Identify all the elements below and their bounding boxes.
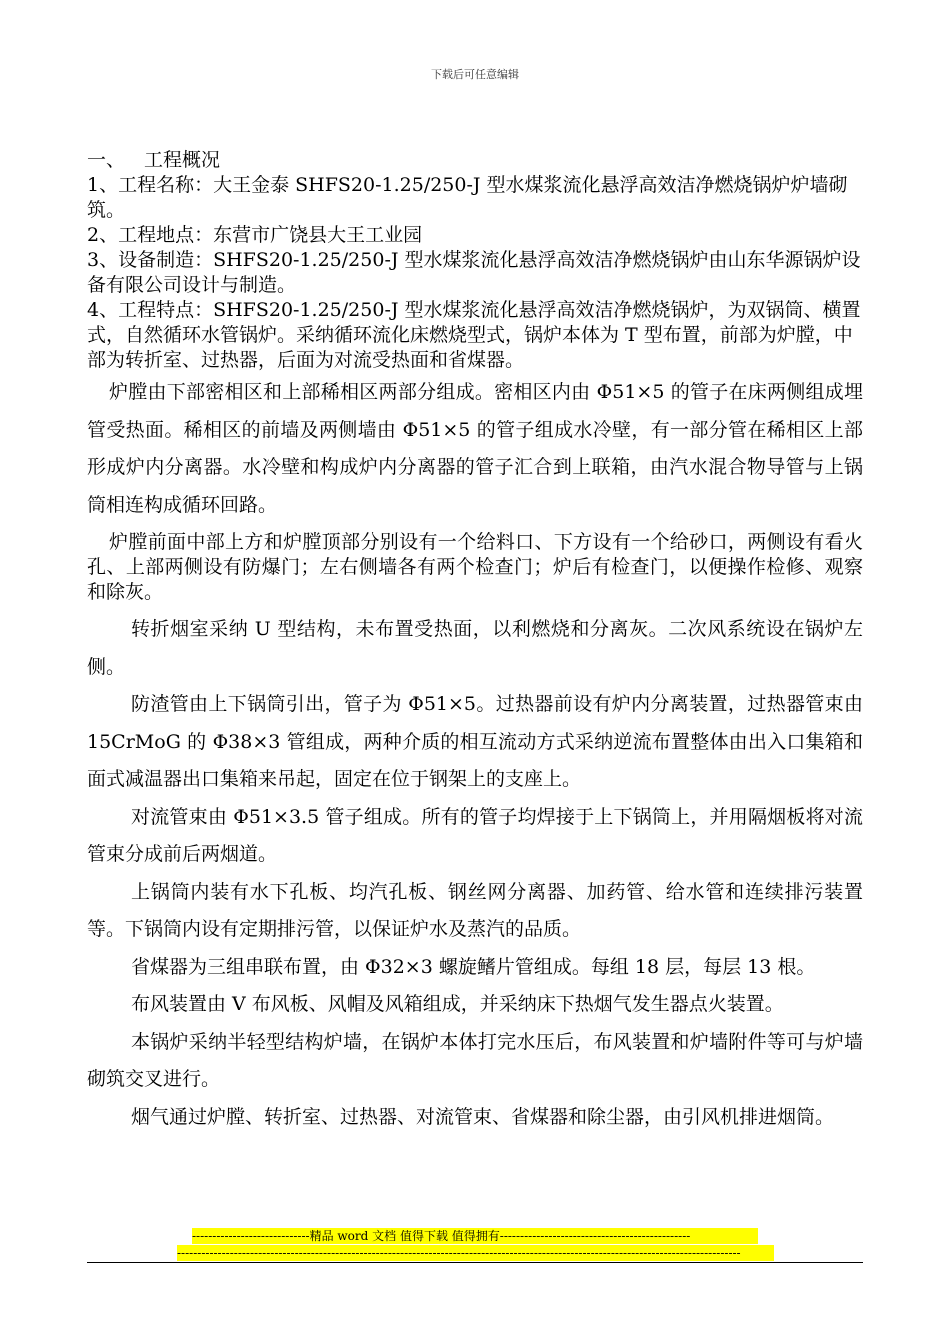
paragraph-air-distribution: 布风装置由 V 布风板、风帽及风箱组成，并采纳床下热烟气发生器点火装置。 xyxy=(131,993,784,1015)
paragraph-convection-bank: 对流管束由 Φ51×3.5 管子组成。所有的管子均焊接于上下锅筒上，并用隔烟板将对流管束分成前后两烟道。 xyxy=(87,805,863,865)
footer-banner-line-2: ------------------------------------------------------------------------------------------------------------------------------------------- xyxy=(177,1245,774,1261)
section-title: 工程概况 xyxy=(144,149,221,171)
item-equipment-manufacture: 3、设备制造：SHFS20-1.25/250-J 型水煤浆流化悬浮高效洁净燃烧锅炉由山东华源锅炉设备有限公司设计与制造。 xyxy=(87,249,861,296)
item-project-location: 2、工程地点：东营市广饶县大王工业园 xyxy=(87,224,423,246)
footer-rule xyxy=(87,1262,863,1263)
document-body xyxy=(87,148,863,1136)
paragraph-turning-chamber: 转折烟室采纳 U 型结构，未布置受热面，以利燃烧和分离灰。二次风系统设在锅炉左侧。 xyxy=(87,618,863,678)
paragraph-furnace-wall: 本锅炉采纳半轻型结构炉墙，在锅炉本体打完水压后，布风装置和炉墙附件等可与炉墙砌筑交叉进行。 xyxy=(87,1030,863,1090)
footer-banner-line-1: -----------------------------精品 word 文档 值得下载 值得拥有----------------------------------------------- xyxy=(192,1228,758,1244)
section-heading xyxy=(87,148,863,173)
paragraph-furnace: 炉膛由下部密相区和上部稀相区两部分组成。密相区内由 Φ51×5 的管子在床两侧组成埋管受热面。稀相区的前墙及两侧墙由 Φ51×5 的管子组成水冷壁，有一部分管在稀相区上部形成炉内分离器。水冷壁和构成炉内分离器的管子汇合到上联箱，由汽水混合物导管与上锅筒相连构成循环回路。 xyxy=(87,381,863,516)
section-number: 一、 xyxy=(87,149,126,171)
paragraph-drum-internals: 上锅筒内装有水下孔板、均汽孔板、钢丝网分离器、加药管、给水管和连续排污装置等。下锅筒内设有定期排污管，以保证炉水及蒸汽的品质。 xyxy=(87,880,863,940)
item-project-features: 4、工程特点：SHFS20-1.25/250-J 型水煤浆流化悬浮高效洁净燃烧锅炉，为双锅筒、横置式，自然循环水管锅炉。采纳循环流化床燃烧型式，锅炉本体为 T 型布置，前部为炉膛，中部为转折室、过热器，后面为对流受热面和省煤器。 xyxy=(87,299,861,371)
page-header-note: 下载后可任意编辑 xyxy=(431,68,519,81)
paragraph-superheater: 防渣管由上下锅筒引出，管子为 Φ51×5。过热器前设有炉内分离装置，过热器管束由 15CrMoG 的 Φ38×3 管组成，两种介质的相互流动方式采纳逆流布置整体由出入口集箱和面式减温器出口集箱来吊起，固定在位于钢架上的支座上。 xyxy=(87,693,863,790)
paragraph-flue-gas-path: 烟气通过炉膛、转折室、过热器、对流管束、省煤器和除尘器，由引风机排进烟筒。 xyxy=(131,1105,835,1128)
paragraph-furnace-openings: 炉膛前面中部上方和炉膛顶部分别设有一个给料口、下方设有一个给砂口，两侧设有看火孔、上部两侧设有防爆门；左右侧墙各有两个检查门；炉后有检查门，以便操作检修、观察和除灰。 xyxy=(87,531,863,603)
paragraph-economizer: 省煤器为三组串联布置，由 Φ32×3 螺旋鳍片管组成。每组 18 层，每层 13 根。 xyxy=(131,955,816,978)
item-project-name: 1、工程名称：大王金泰 SHFS20-1.25/250-J 型水煤浆流化悬浮高效洁净燃烧锅炉炉墙砌筑。 xyxy=(87,174,848,221)
